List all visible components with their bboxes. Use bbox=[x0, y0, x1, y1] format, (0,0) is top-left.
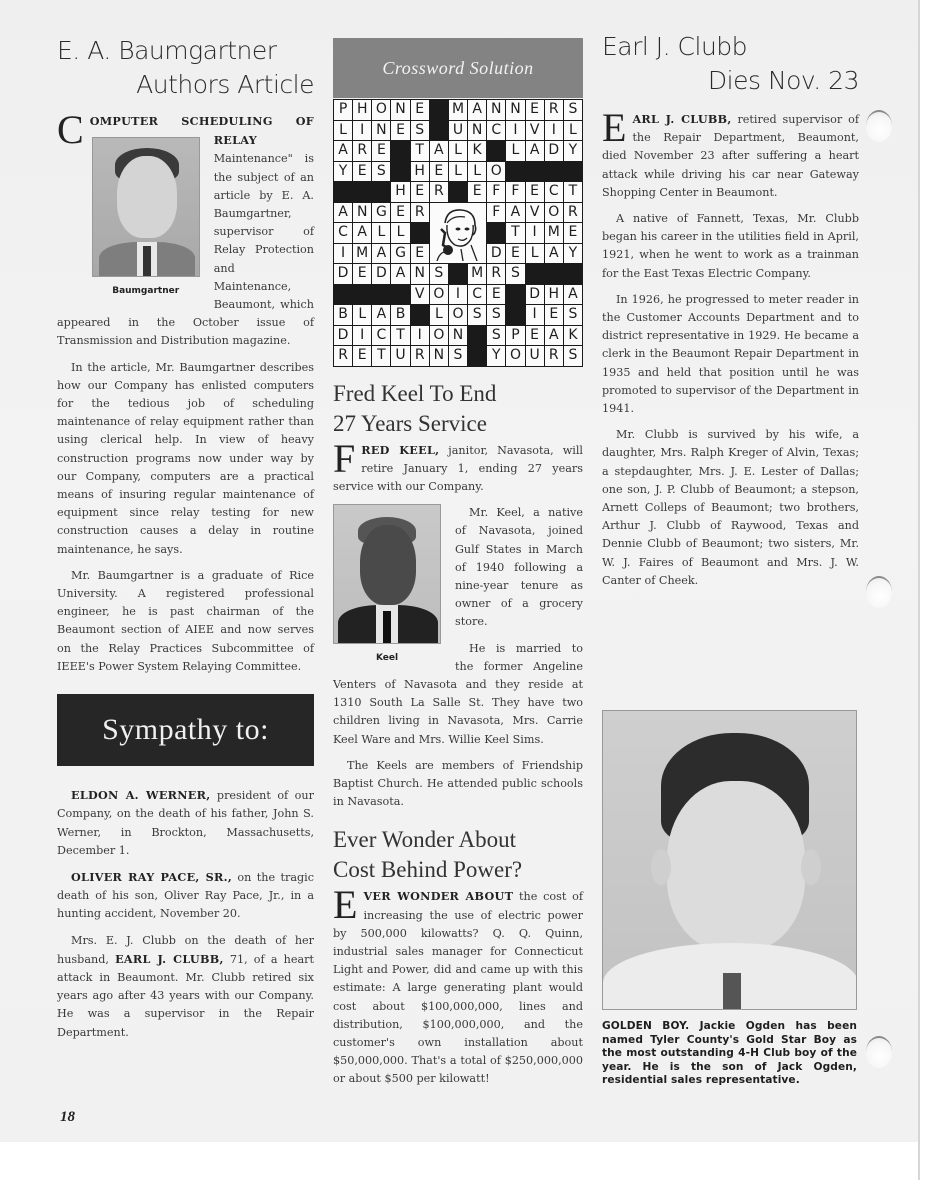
crossword-cell: R bbox=[545, 346, 563, 366]
crossword-cell: S bbox=[449, 346, 467, 366]
crossword-cell: E bbox=[353, 162, 371, 182]
crossword-block bbox=[545, 264, 563, 284]
crossword-cell: A bbox=[430, 141, 448, 161]
crossword-cell: M bbox=[468, 264, 486, 284]
clubb-paragraph: Mr. Clubb is survived by his wife, a daughter, Mrs. Ralph Kreger of Alvin, Texas; a stepdaughter, Mrs. J. E. Lester of Dallas; one son, J. P. Clubb of Beaumont; a stepson, Arnett Colleps of Beaumont; two brothers, Arthur J. Clubb of Raywood, Texas and Dennie Clubb of Beaumont; two sisters, Mr. W. J. Faires of Beaumont and Mrs. J. W. Canter of Cheek. bbox=[602, 428, 859, 587]
sympathy-entries bbox=[57, 786, 314, 1042]
crossword-cell: L bbox=[506, 141, 524, 161]
crossword-cell: E bbox=[353, 264, 371, 284]
crossword-cell: E bbox=[564, 223, 582, 243]
crossword-cell: C bbox=[468, 285, 486, 305]
crossword-cell: S bbox=[506, 264, 524, 284]
entry-name: ELDON A. WERNER, bbox=[71, 788, 211, 803]
crossword-block bbox=[468, 326, 486, 346]
crossword-cell: A bbox=[391, 264, 409, 284]
crossword-cell: I bbox=[526, 305, 544, 325]
baumgartner-paragraph: In the article, Mr. Baumgartner describes how our Company has enlisted computers for the tedious job of scheduling maintenance of relay equipment rather than using clerical help. In view of heavy construction programs now under way by our Company, computers are a practical means of insuring regular maintenance of equipment since relay testing for new construction causes a delay in routine maintenance, he says. bbox=[57, 360, 314, 556]
clubb-body bbox=[602, 105, 859, 590]
crossword-cell: N bbox=[391, 100, 409, 120]
crossword-cell: I bbox=[353, 326, 371, 346]
crossword-cell: N bbox=[430, 346, 448, 366]
crossword-cell: N bbox=[411, 264, 429, 284]
crossword-block bbox=[353, 182, 371, 202]
crossword-block bbox=[506, 305, 524, 325]
crossword-cell: L bbox=[430, 305, 448, 325]
baumgartner-headline-line2: Authors Article bbox=[136, 70, 314, 99]
crossword-grid bbox=[333, 99, 583, 367]
crossword-block bbox=[449, 264, 467, 284]
lead-text-cont: Maintenance" is the subject of an article by E. A. Baumgartner, supervisor of Relay Protection and Maintenance, Beaumont, which appeared in the October issue of Transmission and Distribution magazine. bbox=[57, 152, 314, 348]
crossword-cell: R bbox=[411, 346, 429, 366]
crossword-cell: H bbox=[353, 100, 371, 120]
crossword-block bbox=[372, 285, 390, 305]
crossword-cell: E bbox=[353, 346, 371, 366]
crossword-cell: O bbox=[449, 305, 467, 325]
crossword-cell: Y bbox=[564, 244, 582, 264]
crossword-block bbox=[334, 182, 352, 202]
lead-bold: ARL J. CLUBB, bbox=[632, 112, 732, 126]
crossword-cell: I bbox=[506, 121, 524, 141]
crossword-title: Crossword Solution bbox=[333, 38, 583, 98]
crossword-cell: A bbox=[372, 305, 390, 325]
crossword-cell: Y bbox=[487, 346, 505, 366]
crossword-cell: O bbox=[430, 285, 448, 305]
crossword-cell: L bbox=[468, 162, 486, 182]
crossword-cell: A bbox=[545, 244, 563, 264]
crossword-cell: S bbox=[487, 305, 505, 325]
crossword-cell: C bbox=[545, 182, 563, 202]
crossword-cell: U bbox=[449, 121, 467, 141]
power-cost-paragraph bbox=[333, 882, 583, 1088]
keel-paragraph: He is married to the former Angeline Venters of Navasota and they reside at 1310 South La Salle St. They have two children living in Navasota, Mrs. Carrie Keel Ware and Mrs. Willie Keel Sims. bbox=[333, 641, 583, 746]
crossword-solution bbox=[333, 38, 583, 367]
crossword-block bbox=[353, 285, 371, 305]
crossword-cell: E bbox=[411, 182, 429, 202]
crossword-cell: R bbox=[334, 346, 352, 366]
crossword-cell: E bbox=[545, 305, 563, 325]
keel-headline-line2: 27 Years Service bbox=[333, 410, 487, 436]
crossword-cell: H bbox=[391, 182, 409, 202]
crossword-cell: L bbox=[391, 223, 409, 243]
crossword-block bbox=[391, 162, 409, 182]
binder-hole-icon bbox=[866, 576, 892, 608]
crossword-cell: M bbox=[353, 244, 371, 264]
crossword-cell: G bbox=[372, 203, 390, 223]
crossword-cell: D bbox=[334, 264, 352, 284]
crossword-cell: D bbox=[526, 285, 544, 305]
crossword-cell: C bbox=[334, 223, 352, 243]
keel-paragraph: The Keels are members of Friendship Baptist Church. He attended public schools in Navasota. bbox=[333, 758, 583, 809]
baumgartner-body bbox=[57, 107, 314, 676]
baumgartner-photo bbox=[92, 137, 200, 277]
crossword-cell: V bbox=[526, 121, 544, 141]
crossword-block bbox=[430, 100, 448, 120]
crossword-cell: L bbox=[334, 121, 352, 141]
power-cost-article bbox=[333, 825, 583, 1088]
baumgartner-headline-line1: E. A. Baumgartner bbox=[57, 36, 277, 65]
clubb-lead-paragraph bbox=[602, 105, 859, 202]
left-column bbox=[57, 34, 314, 1050]
crossword-cell: E bbox=[506, 244, 524, 264]
crossword-cell: T bbox=[506, 223, 524, 243]
crossword-cell: S bbox=[411, 121, 429, 141]
crossword-cell: E bbox=[372, 141, 390, 161]
crossword-block bbox=[449, 182, 467, 202]
crossword-cell: S bbox=[430, 264, 448, 284]
crossword-cell: L bbox=[526, 244, 544, 264]
crossword-block bbox=[468, 346, 486, 366]
crossword-cell: E bbox=[411, 244, 429, 264]
baumgartner-paragraph: Mr. Baumgartner is a graduate of Rice University. A registered professional engineer, he is past chairman of the Beaumont section of AIEE and now serves on the Relay Practices Subcommittee of IEEE's Power System Relaying Committee. bbox=[57, 568, 314, 673]
right-column bbox=[602, 30, 859, 1086]
crossword-cell: O bbox=[372, 100, 390, 120]
crossword-block bbox=[545, 162, 563, 182]
crossword-cell: A bbox=[468, 100, 486, 120]
crossword-cell: F bbox=[487, 203, 505, 223]
crossword-block bbox=[564, 264, 582, 284]
crossword-block bbox=[430, 121, 448, 141]
binder-hole-icon bbox=[866, 1036, 892, 1068]
entry-text: on the tragic death of his son, Oliver Ray Pace, Jr., in a hunting accident, November 20. bbox=[57, 870, 314, 921]
crossword-cell: O bbox=[430, 326, 448, 346]
crossword-cell: E bbox=[526, 182, 544, 202]
crossword-cell: O bbox=[487, 162, 505, 182]
clubb-paragraph: In 1926, he progressed to meter reader in the Customer Accounts Department and to district representative in 1929. He became a clerk in the Beaumont Repair Department in 1935 and held that position until he was promoted to supervisor of the Department in 1941. bbox=[602, 292, 859, 416]
crossword-cell: H bbox=[411, 162, 429, 182]
crossword-cell: D bbox=[487, 244, 505, 264]
crossword-cell: N bbox=[449, 326, 467, 346]
crossword-cell: L bbox=[564, 121, 582, 141]
keel-headline-line1: Fred Keel To End bbox=[333, 380, 497, 406]
crossword-cell: R bbox=[411, 203, 429, 223]
entry-text: president of our Company, on the death of his father, John S. Werner, in Brockton, Massachusetts, December 1. bbox=[57, 789, 314, 857]
lead-text: janitor, Navasota, will retire January 1, ending 27 years service with our Company. bbox=[333, 443, 583, 493]
crossword-cell: N bbox=[372, 121, 390, 141]
crossword-cell: I bbox=[411, 326, 429, 346]
sympathy-banner: Sympathy to: bbox=[57, 694, 314, 766]
crossword-block bbox=[506, 162, 524, 182]
power-cost-body bbox=[333, 882, 583, 1088]
crossword-cell: R bbox=[487, 264, 505, 284]
crossword-block bbox=[391, 141, 409, 161]
crossword-cell: T bbox=[411, 141, 429, 161]
lead-text: retired supervisor of the Repair Department, Beaumont, died November 23 after suffering a heart attack while driving his car near Gateway Shopping Center in Beaumont. bbox=[602, 113, 859, 199]
crossword-cell: A bbox=[334, 203, 352, 223]
crossword-cell: S bbox=[564, 346, 582, 366]
crossword-block bbox=[372, 182, 390, 202]
crossword-cell: E bbox=[468, 182, 486, 202]
crossword-block bbox=[487, 141, 505, 161]
baumgartner-lead-paragraph bbox=[57, 107, 314, 351]
crossword-cell: N bbox=[353, 203, 371, 223]
crossword-cell: S bbox=[372, 162, 390, 182]
crossword-cell: P bbox=[334, 100, 352, 120]
keel-lead-paragraph bbox=[333, 435, 583, 497]
crossword-cell: A bbox=[526, 141, 544, 161]
crossword-cell: D bbox=[372, 264, 390, 284]
crossword-cell: I bbox=[449, 285, 467, 305]
crossword-cell: V bbox=[526, 203, 544, 223]
entry-text: 71, of a heart attack in Beaumont. Mr. Clubb retired six years ago after 43 years with our Company. He was a supervisor in the Repair Department. bbox=[57, 952, 315, 1039]
sympathy-section bbox=[57, 694, 314, 1042]
crossword-cell: T bbox=[564, 182, 582, 202]
keel-figure bbox=[333, 504, 441, 667]
crossword-cell: S bbox=[468, 305, 486, 325]
clubb-article bbox=[602, 30, 859, 590]
keel-photo bbox=[333, 504, 441, 644]
page-number: 18 bbox=[60, 1109, 75, 1125]
keel-body bbox=[333, 435, 583, 812]
crossword-cell: E bbox=[526, 326, 544, 346]
crossword-cell: E bbox=[391, 121, 409, 141]
clubb-headline-line2: Dies Nov. 23 bbox=[707, 66, 859, 95]
crossword-block bbox=[411, 305, 429, 325]
crossword-cell: L bbox=[353, 305, 371, 325]
crossword-cell: R bbox=[564, 203, 582, 223]
keel-photo-caption: Keel bbox=[375, 653, 399, 664]
crossword-cell: R bbox=[545, 100, 563, 120]
crossword-cell: U bbox=[526, 346, 544, 366]
crossword-cell: B bbox=[334, 305, 352, 325]
power-cost-headline-line2: Cost Behind Power? bbox=[333, 857, 523, 883]
crossword-cell: S bbox=[487, 326, 505, 346]
lead-bold: OMPUTER SCHEDULING OF RELAY bbox=[89, 114, 314, 148]
crossword-block bbox=[391, 285, 409, 305]
keel-article bbox=[333, 379, 583, 812]
crossword-cell: H bbox=[545, 285, 563, 305]
sympathy-entry bbox=[57, 932, 314, 1042]
crossword-cell: I bbox=[545, 121, 563, 141]
baumgartner-photo-caption: Baumgartner bbox=[112, 286, 180, 297]
binder-hole-icon bbox=[866, 110, 892, 142]
crossword-cell: O bbox=[506, 346, 524, 366]
crossword-cell: C bbox=[372, 326, 390, 346]
crossword-cell: F bbox=[487, 182, 505, 202]
dropcap: C bbox=[57, 107, 84, 152]
crossword-cell: L bbox=[449, 141, 467, 161]
crossword-cell: E bbox=[391, 203, 409, 223]
crossword-cell: N bbox=[468, 121, 486, 141]
crossword-cell: E bbox=[487, 285, 505, 305]
crossword-cell: A bbox=[545, 326, 563, 346]
dropcap: E bbox=[602, 105, 627, 150]
crossword-cell: P bbox=[506, 326, 524, 346]
lead-bold: RED KEEL, bbox=[361, 442, 440, 457]
crossword-block bbox=[526, 162, 544, 182]
crossword-cell: I bbox=[334, 244, 352, 264]
crossword-cell: I bbox=[526, 223, 544, 243]
crossword-cell: I bbox=[353, 121, 371, 141]
crossword-cell: A bbox=[353, 223, 371, 243]
crossword-cell: S bbox=[564, 100, 582, 120]
crossword-cell: A bbox=[334, 141, 352, 161]
crossword-cell: F bbox=[506, 182, 524, 202]
crossword-block bbox=[506, 285, 524, 305]
crossword-block bbox=[564, 162, 582, 182]
crossword-cell: S bbox=[564, 305, 582, 325]
crossword-cell: K bbox=[468, 141, 486, 161]
crossword-cell: R bbox=[430, 182, 448, 202]
crossword-cell: O bbox=[545, 203, 563, 223]
clubb-paragraph: A native of Fannett, Texas, Mr. Clubb began his career in the utilities field in April, 1921, when he went to work as a trainman for the East Texas Electric Company. bbox=[602, 212, 859, 280]
crossword-cell: V bbox=[411, 285, 429, 305]
crossword-block bbox=[526, 264, 544, 284]
entry-name: OLIVER RAY PACE, SR., bbox=[71, 869, 233, 884]
crossword-cell: G bbox=[391, 244, 409, 264]
telephone-operator-icon bbox=[430, 203, 486, 264]
crossword-cell: T bbox=[391, 326, 409, 346]
crossword-cell: E bbox=[526, 100, 544, 120]
power-cost-headline-line1: Ever Wonder About bbox=[333, 827, 516, 853]
sympathy-entry bbox=[57, 868, 314, 924]
crossword-block bbox=[487, 223, 505, 243]
crossword-cell: R bbox=[353, 141, 371, 161]
crossword-cell: U bbox=[391, 346, 409, 366]
crossword-cell: L bbox=[372, 223, 390, 243]
crossword-cell: K bbox=[564, 326, 582, 346]
lead-bold: VER WONDER ABOUT bbox=[363, 889, 514, 904]
page-edge-line bbox=[918, 0, 920, 1180]
clubb-headline-line1: Earl J. Clubb bbox=[602, 32, 748, 61]
crossword-cell: A bbox=[506, 203, 524, 223]
crossword-cell: M bbox=[449, 100, 467, 120]
crossword-cell: D bbox=[545, 141, 563, 161]
crossword-block bbox=[334, 285, 352, 305]
sympathy-entry bbox=[57, 786, 314, 860]
entry-pre: Mrs. E. J. Clubb on the death of her husband, bbox=[57, 933, 314, 966]
dropcap: E bbox=[333, 882, 358, 928]
middle-column bbox=[333, 38, 583, 1097]
crossword-cell: N bbox=[487, 100, 505, 120]
crossword-cell: C bbox=[487, 121, 505, 141]
entry-name: EARL J. CLUBB, bbox=[115, 951, 224, 966]
crossword-cell: B bbox=[391, 305, 409, 325]
baumgartner-figure bbox=[92, 137, 200, 300]
crossword-cell: L bbox=[449, 162, 467, 182]
lead-text: the cost of increasing the use of electric power by 500,000 kilowatts? Q. Q. Quinn, industrial sales manager for Connecticut Light and Power, did and came up with this estimate: A large generating plant would cost about $100,000,000, lines and distribution, $100,000,000, and the customer's own installation about $50,000,000. That's a total of $250,000,000 or about $500 per kilowatt! bbox=[333, 890, 583, 1086]
crossword-cell: T bbox=[372, 346, 390, 366]
golden-boy-caption: GOLDEN BOY. Jackie Ogden has been named Tyler County's Gold Star Boy as the most outstanding 4-H Club boy of the year. He is the son of Jack Ogden, residential sales representative. bbox=[602, 1020, 857, 1086]
crossword-cell: E bbox=[411, 100, 429, 120]
keel-paragraph: Mr. Keel, a native of Navasota, joined Gulf States in March of 1940 following a nine-year tenure as owner of a grocery store. bbox=[455, 506, 583, 629]
crossword-cell: A bbox=[564, 285, 582, 305]
crossword-cell: A bbox=[372, 244, 390, 264]
baumgartner-article bbox=[57, 34, 314, 676]
golden-boy-feature bbox=[602, 710, 857, 1088]
crossword-cell: N bbox=[506, 100, 524, 120]
crossword-cell: Y bbox=[334, 162, 352, 182]
crossword-cell: M bbox=[545, 223, 563, 243]
crossword-cell: D bbox=[334, 326, 352, 346]
golden-boy-photo bbox=[602, 710, 857, 1010]
crossword-block bbox=[411, 223, 429, 243]
crossword-cell: Y bbox=[564, 141, 582, 161]
crossword-cell: E bbox=[430, 162, 448, 182]
dropcap: F bbox=[333, 435, 356, 481]
